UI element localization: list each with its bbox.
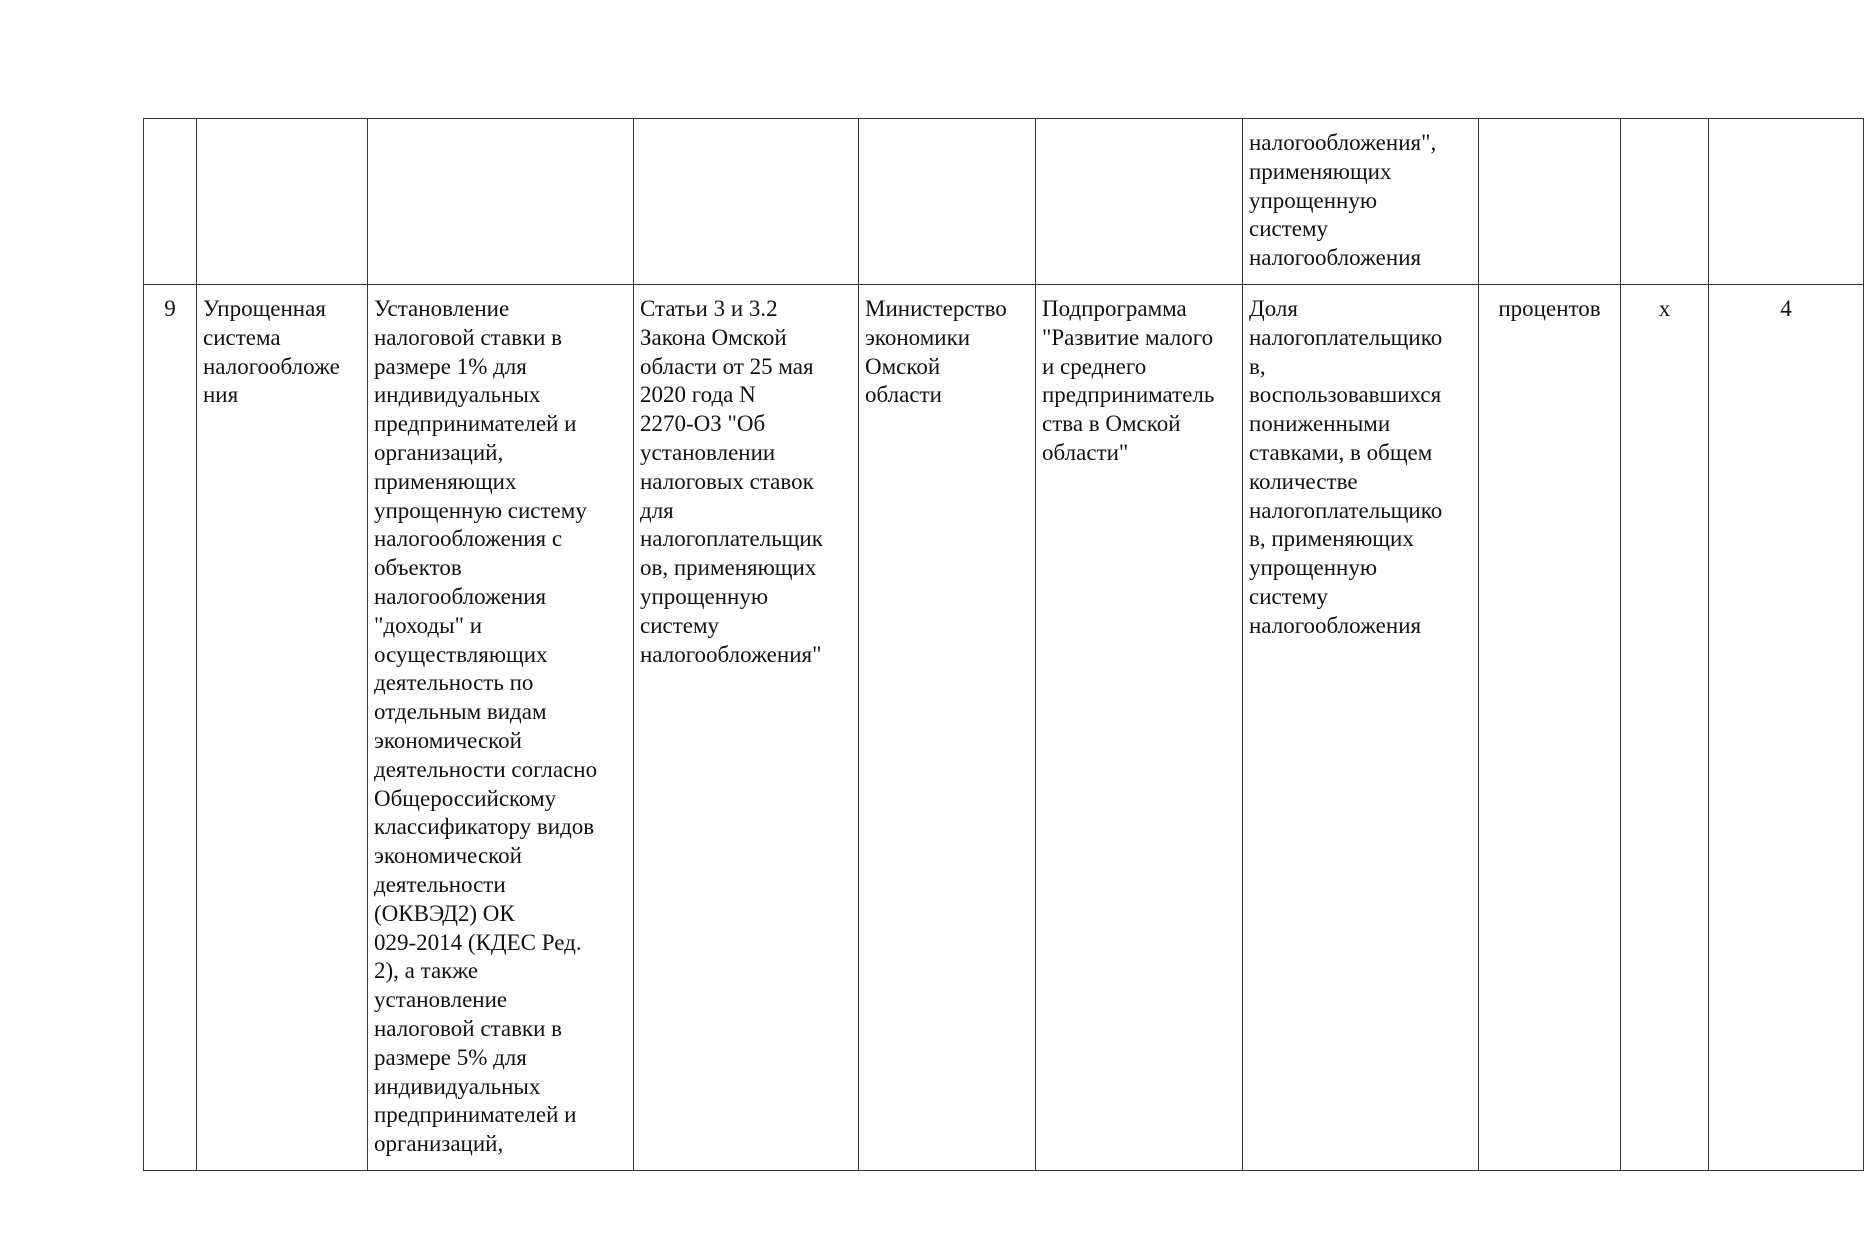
cell-unit: процентов bbox=[1479, 285, 1621, 1171]
cell-value-cut: 4 bbox=[1709, 285, 1864, 1171]
cell-program: Подпрограмма "Развитие малого и среднего предприниматель ства в Омской области" bbox=[1036, 285, 1243, 1171]
cell-program bbox=[1036, 119, 1243, 285]
cell-tax-type: Упрощенная система налогообложе ния bbox=[197, 285, 368, 1171]
tax-benefits-table bbox=[143, 118, 1864, 1171]
cell-value-x bbox=[1621, 119, 1709, 285]
cell-legal-basis: Статьи 3 и 3.2 Закона Омской области от 25 мая 2020 года N 2270-ОЗ "Об установлении налоговых ставок для налогоплательщик ов, применяющих упрощенную систему налогообложения" bbox=[634, 285, 859, 1171]
cell-number bbox=[144, 119, 197, 285]
cell-description: Установление налоговой ставки в размере 1% для индивидуальных предпринимателей и организаций, применяющих упрощенную систему налогообложения с объектов налогообложения "доходы" и осуществляющих деятельность по отдельным видам экономической деятельности согласно Общероссийскому классификатору видов экономической деятельности (ОКВЭД2) ОК 029-2014 (КДЕС Ред. 2), а также установление налоговой ставки в размере 5% для индивидуальных предпринимателей и организаций, bbox=[368, 285, 634, 1171]
cell-unit bbox=[1479, 119, 1621, 285]
cell-tax-type bbox=[197, 119, 368, 285]
cell-legal-basis bbox=[634, 119, 859, 285]
cell-number: 9 bbox=[144, 285, 197, 1171]
cell-indicator: Доля налогоплательщико в, воспользовавшихся пониженными ставками, в общем количестве налогоплательщико в, применяющих упрощенную систему налогообложения bbox=[1243, 285, 1479, 1171]
table-row bbox=[144, 285, 1864, 1171]
cell-curator: Министерство экономики Омской области bbox=[859, 285, 1036, 1171]
cell-description bbox=[368, 119, 634, 285]
cell-curator bbox=[859, 119, 1036, 285]
table-row-continuation bbox=[144, 119, 1864, 285]
cell-indicator: налогообложения", применяющих упрощенную систему налогообложения bbox=[1243, 119, 1479, 285]
cell-value-x: х bbox=[1621, 285, 1709, 1171]
cell-value-cut bbox=[1709, 119, 1864, 285]
